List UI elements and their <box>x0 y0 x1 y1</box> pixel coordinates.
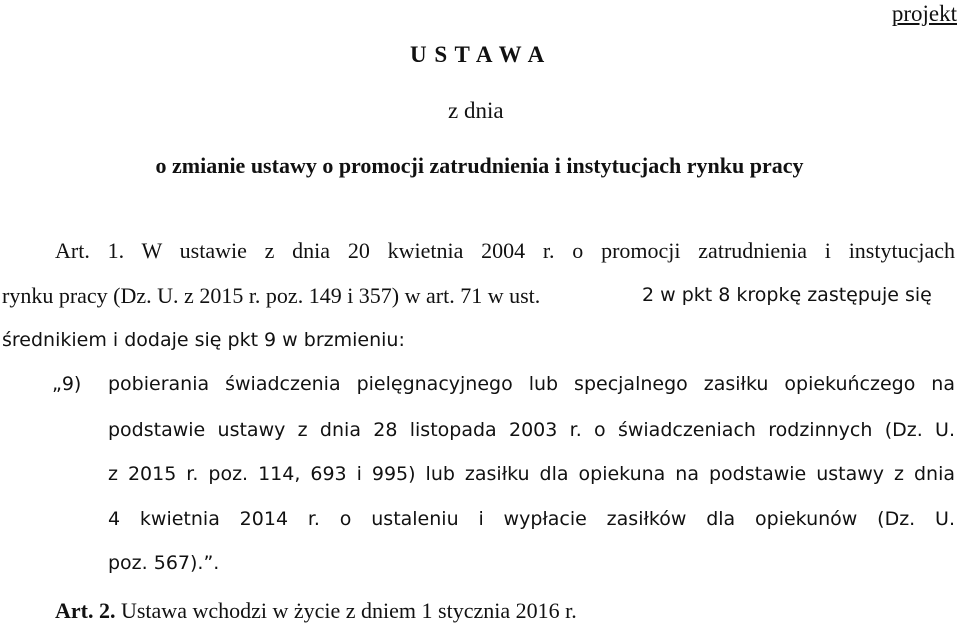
art1-line-1 <box>55 240 955 262</box>
point9-line-2: podstawie ustawy z dnia 28 listopada 2003 r. o świadczeniach rodzinnych (Dz. U. <box>108 419 955 441</box>
draft-label: projekt <box>891 1 957 26</box>
art2-label: Art. 2. <box>55 598 116 623</box>
art1-text-2: rynku pracy (Dz. U. z 2015 r. poz. 149 i 357) w art. 71 w ust. <box>2 283 541 308</box>
art1-line-2-continuation <box>642 286 932 305</box>
art1-text-2b: 2 w pkt 8 kropkę zastępuje się <box>642 284 932 306</box>
point9-line-1: pobierania świadczenia pielęgnacyjnego lub specjalnego zasiłku opiekuńczego na <box>108 373 955 395</box>
point9-line-3: z 2015 r. poz. 114, 693 i 995) lub zasiłku dla opiekuna na podstawie ustawy z dnia <box>108 463 955 485</box>
art1-line-2 <box>2 285 540 307</box>
art1-line-3 <box>2 331 405 350</box>
point9-line-4: 4 kwietnia 2014 r. o ustaleniu i wypłacie zasiłków dla opiekunów (Dz. U. <box>108 508 955 530</box>
point9-line-5: poz. 567).”. <box>108 552 220 574</box>
point9-marker: „9) <box>52 373 82 395</box>
document-title: U S T A W A <box>410 42 546 67</box>
date-line: z dnia <box>448 98 504 123</box>
document-subtitle: o zmianie ustawy o promocji zatrudnienia i instytucjach rynku pracy <box>155 153 804 178</box>
art1-text-3: średnikiem i dodaje się pkt 9 w brzmieniu: <box>2 329 405 351</box>
art1-label: Art. 1. <box>55 238 125 263</box>
art2-line <box>55 600 577 622</box>
art2-text: Ustawa wchodzi w życie z dniem 1 stycznia 2016 r. <box>120 598 577 623</box>
art1-text-1: W ustawie z dnia 20 kwietnia 2004 r. o promocji zatrudnienia i instytucjach <box>141 238 955 263</box>
